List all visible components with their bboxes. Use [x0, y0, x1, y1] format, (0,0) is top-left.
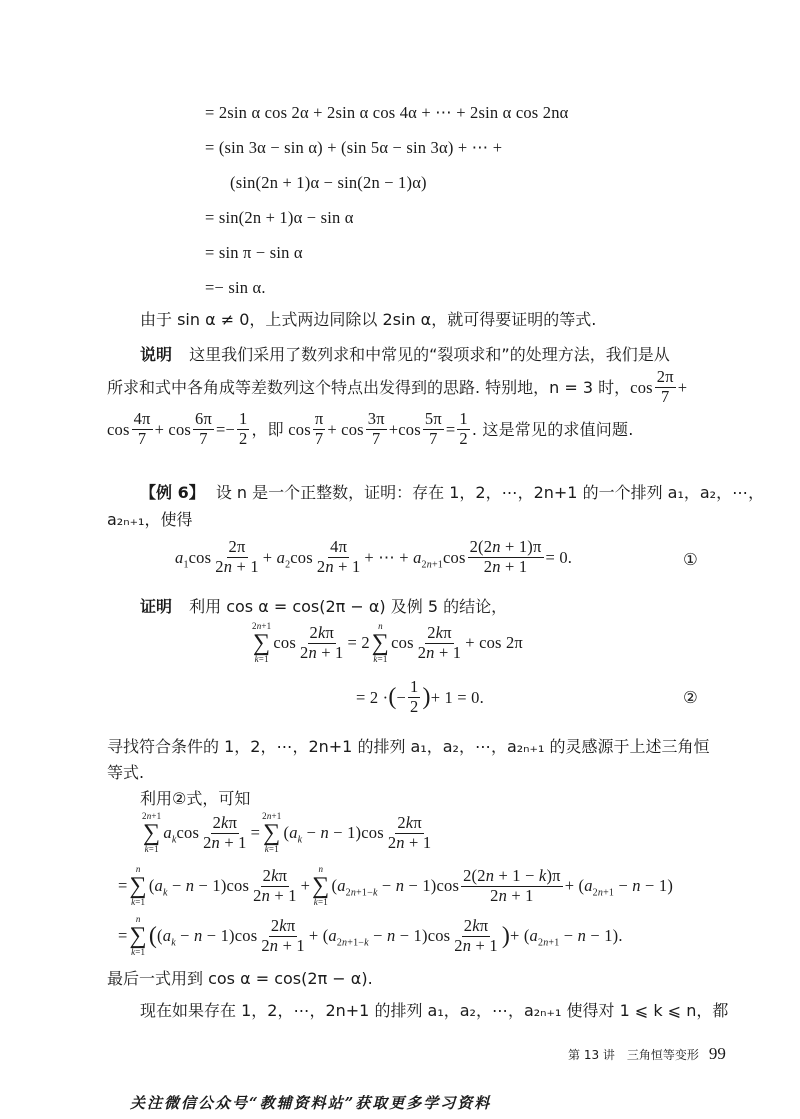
- fraction: $\frac{6\pi}{7}$: [195, 409, 213, 448]
- equation-3-line-2: = n ∑ k=1 $(a_k - n - 1)\cos$ $\frac{2k\pi}{2n + 1}$ + n ∑ k=1 $(a_{2n+1-k} - n - 1)\cos$ $\frac{2(2n + 1 - k)\pi}{2n + 1}$ + $(a_{2n+1} - n - 1)$: [118, 864, 674, 907]
- paragraph-conclusion: 由于 sin α ≠ 0，上式两边同除以 2sin α，就可得要证明的等式.: [140, 310, 597, 329]
- fraction: $\frac{1}{2}$: [239, 409, 248, 448]
- equation-marker-2: ②: [683, 688, 698, 707]
- summation: n ∑ k=1: [312, 864, 330, 907]
- derivation-line-1: = 2sin α cos 2α + 2sin α cos 4α + ⋯ + 2sin α cos 2nα: [205, 103, 569, 122]
- note-text-1: 这里我们采用了数列求和中常见的“裂项求和”的处理方法，我们是从: [189, 345, 670, 364]
- fraction: $\frac{2\pi}{7}$: [656, 367, 674, 406]
- example-line-1: [140, 483, 764, 502]
- fraction: $\frac{1}{2}$: [459, 409, 468, 448]
- equation-3-line-3: = n ∑ k=1 ( $(a_k - n - 1)\cos$ $\frac{2k\pi}{2n + 1}$ + $(a_{2n+1-k} - n - 1)\cos$ $\frac{2k\pi}{2n + 1}$ ) + $(a_{2n+1} - n - 1)$.: [118, 914, 623, 957]
- example-label: 【例 6】: [140, 483, 205, 502]
- paragraph-permutation: 现在如果存在 1，2，⋯，2n+1 的排列 a₁，a₂，⋯，a₂ₙ₊₁ 使得对 1 ⩽ k ⩽ n，都: [140, 1001, 729, 1020]
- example-text-1: 设 n 是一个正整数，证明：存在 1，2，⋯，2n+1 的一个排列 a₁，a₂，⋯，: [215, 483, 765, 502]
- derivation-line-3: (sin(2n + 1)α − sin(2n − 1)α): [230, 173, 427, 192]
- fraction: $\frac{2(2n + 1)\pi}{2n + 1}$: [469, 537, 542, 576]
- fraction: $\frac{2k\pi}{2n + 1}$: [253, 865, 297, 905]
- note-text-3: ，即: [251, 419, 284, 439]
- note-text-4: . 这是常见的求值问题.: [471, 419, 634, 439]
- proof-label: 证明: [140, 597, 173, 616]
- fraction: $\frac{2k\pi}{2n + 1}$: [203, 812, 247, 852]
- derivation-line-5: = sin π − sin α: [205, 243, 303, 262]
- fraction: $\frac{5\pi}{7}$: [424, 409, 442, 448]
- equation-3-line-1: 2n+1 ∑ k=1 $a_k\cos$ $\frac{2k\pi}{2n + 1}$ = 2n+1 ∑ k=1 $(a_k - n - 1)\cos$ $\frac{2k\pi}{2n + 1}$: [142, 811, 432, 854]
- note-line-1: [140, 345, 670, 364]
- summation: n ∑ k=1: [129, 914, 147, 957]
- fraction: $\frac{3\pi}{7}$: [367, 409, 385, 448]
- proof-line-1: [140, 597, 507, 616]
- chapter-title: 第 13 讲 三角恒等变形: [568, 1048, 699, 1062]
- page-number: 99: [708, 1044, 726, 1063]
- equation-1: $a_1\cos$ $\frac{2\pi}{2n + 1}$ + $a_2\cos$ $\frac{4\pi}{2n + 1}$ + ⋯ + $a_{2n+1}\cos$ $\frac{2(2n + 1)\pi}{2n + 1}$ = 0.: [175, 537, 573, 576]
- summation: 2n+1 ∑ k=1: [142, 811, 162, 854]
- fraction: $\frac{\pi}{7}$: [314, 409, 324, 448]
- paragraph-inspiration: 寻找符合条件的 1，2，⋯，2n+1 的排列 a₁，a₂，⋯，a₂ₙ₊₁ 的灵感源于上述三角恒: [107, 737, 710, 756]
- page-footer: [568, 1044, 726, 1064]
- paragraph-inspiration-cont: 等式.: [107, 763, 145, 782]
- fraction: $\frac{2(2n + 1 - k)\pi}{2n + 1}$: [463, 865, 561, 905]
- note-line-3: cos $\frac{4\pi}{7}$ + cos $\frac{6\pi}{7}$ =− $\frac{1}{2}$ ，即 cos $\frac{\pi}{7}$ + cos $\frac{3\pi}{7}$ +cos $\frac{5\pi}{7}$ = $\frac{1}{2}$ . 这是常见的求值问题.: [107, 409, 634, 448]
- fraction: $\frac{1}{2}$: [410, 677, 419, 716]
- fraction: $\frac{2k\pi}{2n + 1}$: [454, 915, 498, 955]
- fraction: $\frac{4\pi}{7}$: [133, 409, 151, 448]
- fraction: $\frac{2k\pi}{2n + 1}$: [261, 915, 305, 955]
- fraction: $\frac{2k\pi}{2n + 1}$: [417, 622, 462, 662]
- paragraph-using-2: 利用②式，可知: [140, 789, 251, 808]
- derivation-line-6: =− sin α.: [205, 278, 266, 297]
- summation: 2n+1 ∑ k=1: [252, 621, 272, 664]
- note-line-2: 所求和式中各角成等差数列这个特点出发得到的思路. 特别地，n = 3 时， cos $\frac{2\pi}{7}$ +: [107, 367, 688, 406]
- example-text-2: a₂ₙ₊₁，使得: [107, 510, 193, 529]
- derivation-line-2: = (sin 3α − sin α) + (sin 5α − sin 3α) + ⋯ +: [205, 138, 503, 157]
- paragraph-last-formula: 最后一式用到 cos α = cos(2π − α).: [107, 969, 373, 988]
- equation-2-line-1: 2n+1 ∑ k=1 cos $\frac{2k\pi}{2n + 1}$ = 2 n ∑ k=1 cos $\frac{2k\pi}{2n + 1}$ + cos 2π: [252, 621, 523, 664]
- fraction: $\frac{2k\pi}{2n + 1}$: [387, 812, 432, 852]
- equation-marker-1: ①: [683, 550, 698, 569]
- fraction: $\frac{2\pi}{2n + 1}$: [215, 537, 259, 576]
- summation: 2n+1 ∑ k=1: [262, 811, 282, 854]
- watermark-text: 关注微信公众号“教辅资料站”获取更多学习资料: [130, 1094, 492, 1112]
- fraction: $\frac{2k\pi}{2n + 1}$: [300, 622, 344, 662]
- summation: n ∑ k=1: [371, 621, 390, 664]
- derivation-line-4: = sin(2n + 1)α − sin α: [205, 208, 354, 227]
- proof-text-1: 利用 cos α = cos(2π − α) 及例 5 的结论，: [189, 597, 508, 616]
- equation-2-line-2: = 2 · ( − $\frac{1}{2}$ ) + 1 = 0.: [356, 677, 484, 716]
- note-text-2: 所求和式中各角成等差数列这个特点出发得到的思路. 特别地，n = 3 时，: [107, 377, 631, 397]
- summation: n ∑ k=1: [129, 864, 147, 907]
- note-label: 说明: [140, 345, 173, 364]
- fraction: $\frac{4\pi}{2n + 1}$: [316, 537, 361, 576]
